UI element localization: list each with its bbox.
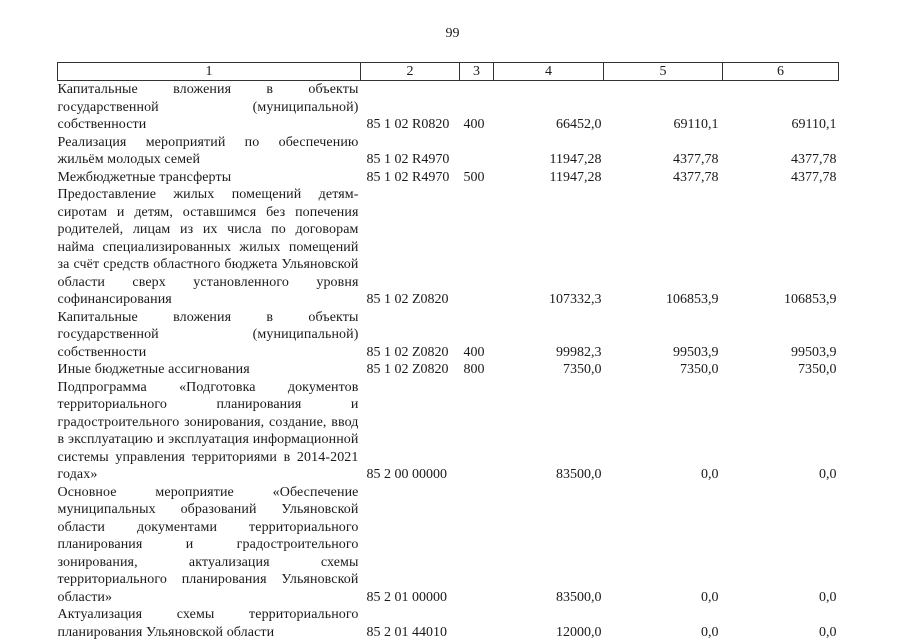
table-header-row bbox=[58, 63, 839, 81]
row-code: 85 1 02 Z0820 bbox=[366, 344, 449, 360]
row-value-6: 4377,78 bbox=[791, 152, 837, 167]
row-description: Предоставление жилых помещений детям-сиротам и детям, оставшимся без попечения родителей, лицам из их числа по договорам найма специализированных жилых помещений за счёт средств областного бюджета Ульяновской области сверх установленного уровня софинансирования bbox=[57, 187, 359, 307]
row-value-4: 99982,3 bbox=[556, 344, 602, 360]
row-code: 85 1 02 R0820 bbox=[366, 117, 450, 132]
column-header: 6 bbox=[723, 63, 839, 81]
column-header: 5 bbox=[604, 63, 723, 81]
table-row bbox=[58, 606, 839, 641]
row-value-6: 4377,78 bbox=[791, 169, 837, 185]
row-value-5: 4377,78 bbox=[673, 152, 719, 167]
row-expense-type: 800 bbox=[463, 362, 485, 377]
row-value-6: 0,0 bbox=[819, 624, 837, 640]
row-description: Иные бюджетные ассигнования bbox=[57, 362, 250, 377]
row-code: 85 1 02 R4970 bbox=[366, 152, 450, 167]
row-expense-type bbox=[460, 484, 494, 607]
row-description: Капитальные вложения в объекты государственной (муниципальной) собственности bbox=[57, 82, 359, 132]
table-row bbox=[58, 169, 839, 187]
row-value-5: 0,0 bbox=[701, 589, 719, 605]
table-row bbox=[58, 484, 839, 607]
row-value-6: 0,0 bbox=[819, 589, 837, 605]
column-header: 3 bbox=[460, 63, 494, 81]
row-code: 85 2 00 00000 bbox=[366, 467, 447, 482]
table-row bbox=[58, 81, 839, 134]
row-expense-type bbox=[460, 134, 494, 169]
row-code: 85 2 01 44010 bbox=[366, 624, 447, 640]
row-value-5: 4377,78 bbox=[673, 169, 719, 185]
row-value-4: 107332,3 bbox=[549, 292, 602, 307]
row-value-4: 11947,28 bbox=[549, 152, 602, 167]
row-value-5: 7350,0 bbox=[680, 362, 719, 377]
page-number: 99 bbox=[445, 26, 460, 41]
row-value-6: 69110,1 bbox=[791, 117, 837, 132]
column-header: 4 bbox=[494, 63, 604, 81]
row-value-4: 12000,0 bbox=[556, 624, 602, 640]
row-code: 85 1 02 R4970 bbox=[366, 169, 450, 185]
row-value-4: 11947,28 bbox=[549, 169, 602, 185]
row-value-5: 69110,1 bbox=[673, 117, 719, 132]
row-description: Актуализация схемы территориального планирования Ульяновской области bbox=[57, 607, 359, 640]
row-value-5: 0,0 bbox=[701, 467, 719, 482]
row-value-5: 99503,9 bbox=[673, 344, 719, 360]
row-value-4: 83500,0 bbox=[556, 589, 602, 605]
row-expense-type bbox=[460, 186, 494, 309]
row-description: Подпрограмма «Подготовка документов территориального планирования и градостроительного зонирования, создание, ввод в эксплуатацию и эксплуатация информационной системы управления территориями в 2014-2021 годах» bbox=[57, 379, 359, 482]
row-expense-type bbox=[460, 606, 494, 641]
row-description: Основное мероприятие «Обеспечение муниципальных образований Ульяновской области документами территориального планирования и градостроительного зонирования, актуализация схемы территориального планирования Ульяновской области» bbox=[57, 484, 359, 605]
row-description: Межбюджетные трансферты bbox=[57, 169, 232, 185]
table-row bbox=[58, 309, 839, 362]
table-row bbox=[58, 134, 839, 169]
row-value-6: 106853,9 bbox=[784, 292, 837, 307]
row-value-6: 99503,9 bbox=[791, 344, 837, 360]
row-value-6: 0,0 bbox=[819, 467, 837, 482]
row-value-4: 66452,0 bbox=[556, 117, 602, 132]
column-header: 1 bbox=[58, 63, 361, 81]
row-code: 85 1 02 Z0820 bbox=[366, 362, 449, 377]
row-expense-type bbox=[460, 379, 494, 484]
row-expense-type: 400 bbox=[463, 344, 485, 360]
row-value-5: 106853,9 bbox=[666, 292, 719, 307]
row-expense-type: 400 bbox=[463, 117, 485, 132]
row-description: Капитальные вложения в объекты государственной (муниципальной) собственности bbox=[57, 309, 359, 360]
column-header: 2 bbox=[361, 63, 460, 81]
table-row bbox=[58, 186, 839, 309]
row-description: Реализация мероприятий по обеспечению жильём молодых семей bbox=[57, 134, 359, 167]
budget-table bbox=[57, 62, 839, 641]
row-value-4: 7350,0 bbox=[563, 362, 602, 377]
row-value-6: 7350,0 bbox=[798, 362, 837, 377]
row-expense-type: 500 bbox=[463, 169, 485, 185]
row-code: 85 1 02 Z0820 bbox=[366, 292, 449, 307]
row-value-5: 0,0 bbox=[701, 624, 719, 640]
table-row bbox=[58, 361, 839, 379]
row-value-4: 83500,0 bbox=[556, 467, 602, 482]
row-code: 85 2 01 00000 bbox=[366, 589, 447, 605]
table-row bbox=[58, 379, 839, 484]
